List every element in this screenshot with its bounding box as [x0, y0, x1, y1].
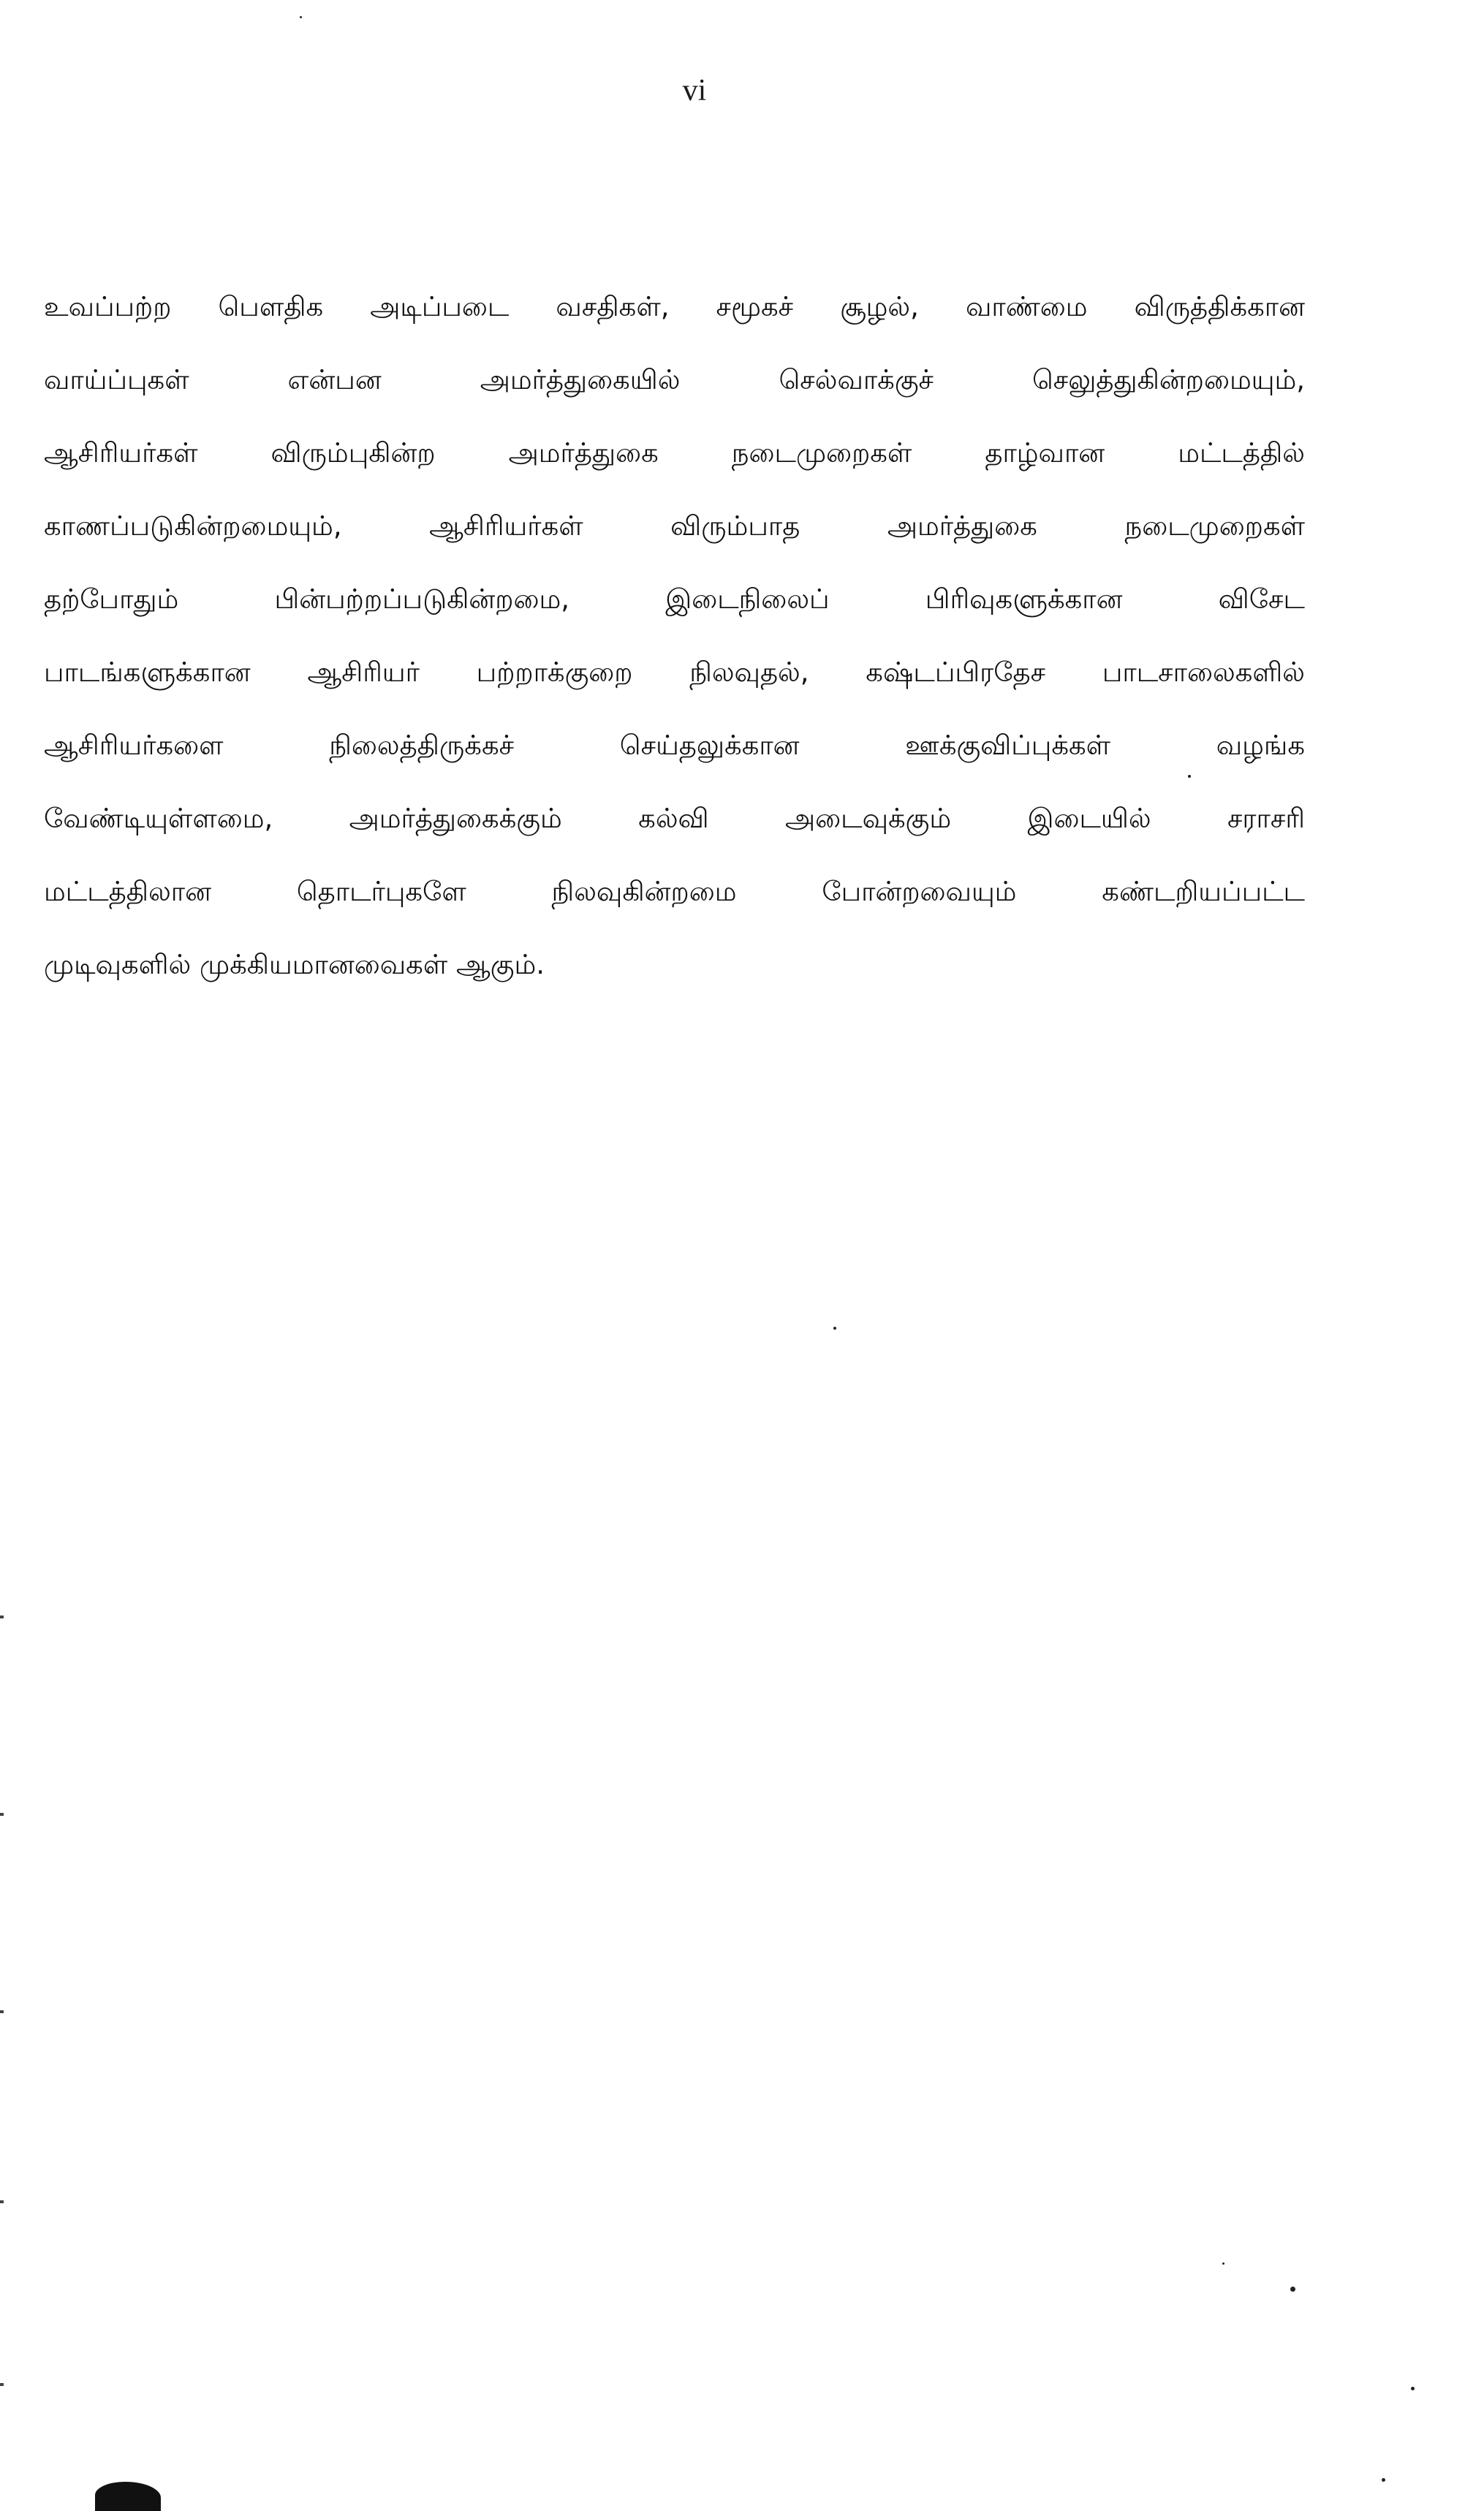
- paragraph-line: உவப்பற்ற பௌதிக அடிப்படை வசதிகள், சமூகச் சூழல், வாண்மை விருத்திக்கான: [44, 291, 1305, 322]
- scan-speck: [1222, 2262, 1224, 2265]
- scan-speck: [1188, 775, 1191, 778]
- scan-edge-mark: [0, 2010, 4, 2013]
- paragraph-line: வாய்ப்புகள் என்பன அமர்த்துகையில் செல்வாக்குச் செலுத்துகின்றமையும்,: [44, 364, 1305, 395]
- body-paragraph: [44, 270, 1305, 1001]
- scan-edge-mark: [0, 1616, 4, 1618]
- paragraph-line: ஆசிரியர்கள் விரும்புகின்ற அமர்த்துகை நடைமுறைகள் தாழ்வான மட்டத்தில்: [44, 437, 1305, 469]
- paragraph-line: தற்போதும் பின்பற்றப்படுகின்றமை, இடைநிலைப் பிரிவுகளுக்கான விசேட: [44, 583, 1305, 615]
- page-number: vi: [682, 74, 707, 107]
- scan-edge-mark: [0, 1813, 4, 1816]
- paragraph-line: காணப்படுகின்றமையும், ஆசிரியர்கள் விரும்பாத அமர்த்துகை நடைமுறைகள்: [44, 510, 1305, 542]
- scan-edge-mark: [0, 2383, 4, 2386]
- scan-speck: [833, 1327, 836, 1330]
- paragraph-line: பாடங்களுக்கான ஆசிரியர் பற்றாக்குறை நிலவுதல், கஷ்டப்பிரதேச பாடசாலைகளில்: [44, 656, 1305, 688]
- scan-speck: [1290, 2287, 1295, 2292]
- scan-speck: [300, 16, 302, 18]
- paragraph-line: மட்டத்திலான தொடர்புகளே நிலவுகின்றமை போன்றவையும் கண்டறியப்பட்ட: [44, 876, 1305, 907]
- ink-blot: [95, 2482, 161, 2511]
- paragraph-line: முடிவுகளில் முக்கியமானவைகள் ஆகும்.: [44, 949, 545, 980]
- paragraph-line: ஆசிரியர்களை நிலைத்திருக்கச் செய்தலுக்கான ஊக்குவிப்புக்கள் வழங்க: [44, 730, 1305, 761]
- paragraph-line: வேண்டியுள்ளமை, அமர்த்துகைக்கும் கல்வி அடைவுக்கும் இடையில் சராசரி: [44, 803, 1305, 834]
- scan-edge-mark: [0, 2200, 4, 2203]
- scan-speck: [1382, 2478, 1385, 2482]
- scan-speck: [1411, 2387, 1415, 2390]
